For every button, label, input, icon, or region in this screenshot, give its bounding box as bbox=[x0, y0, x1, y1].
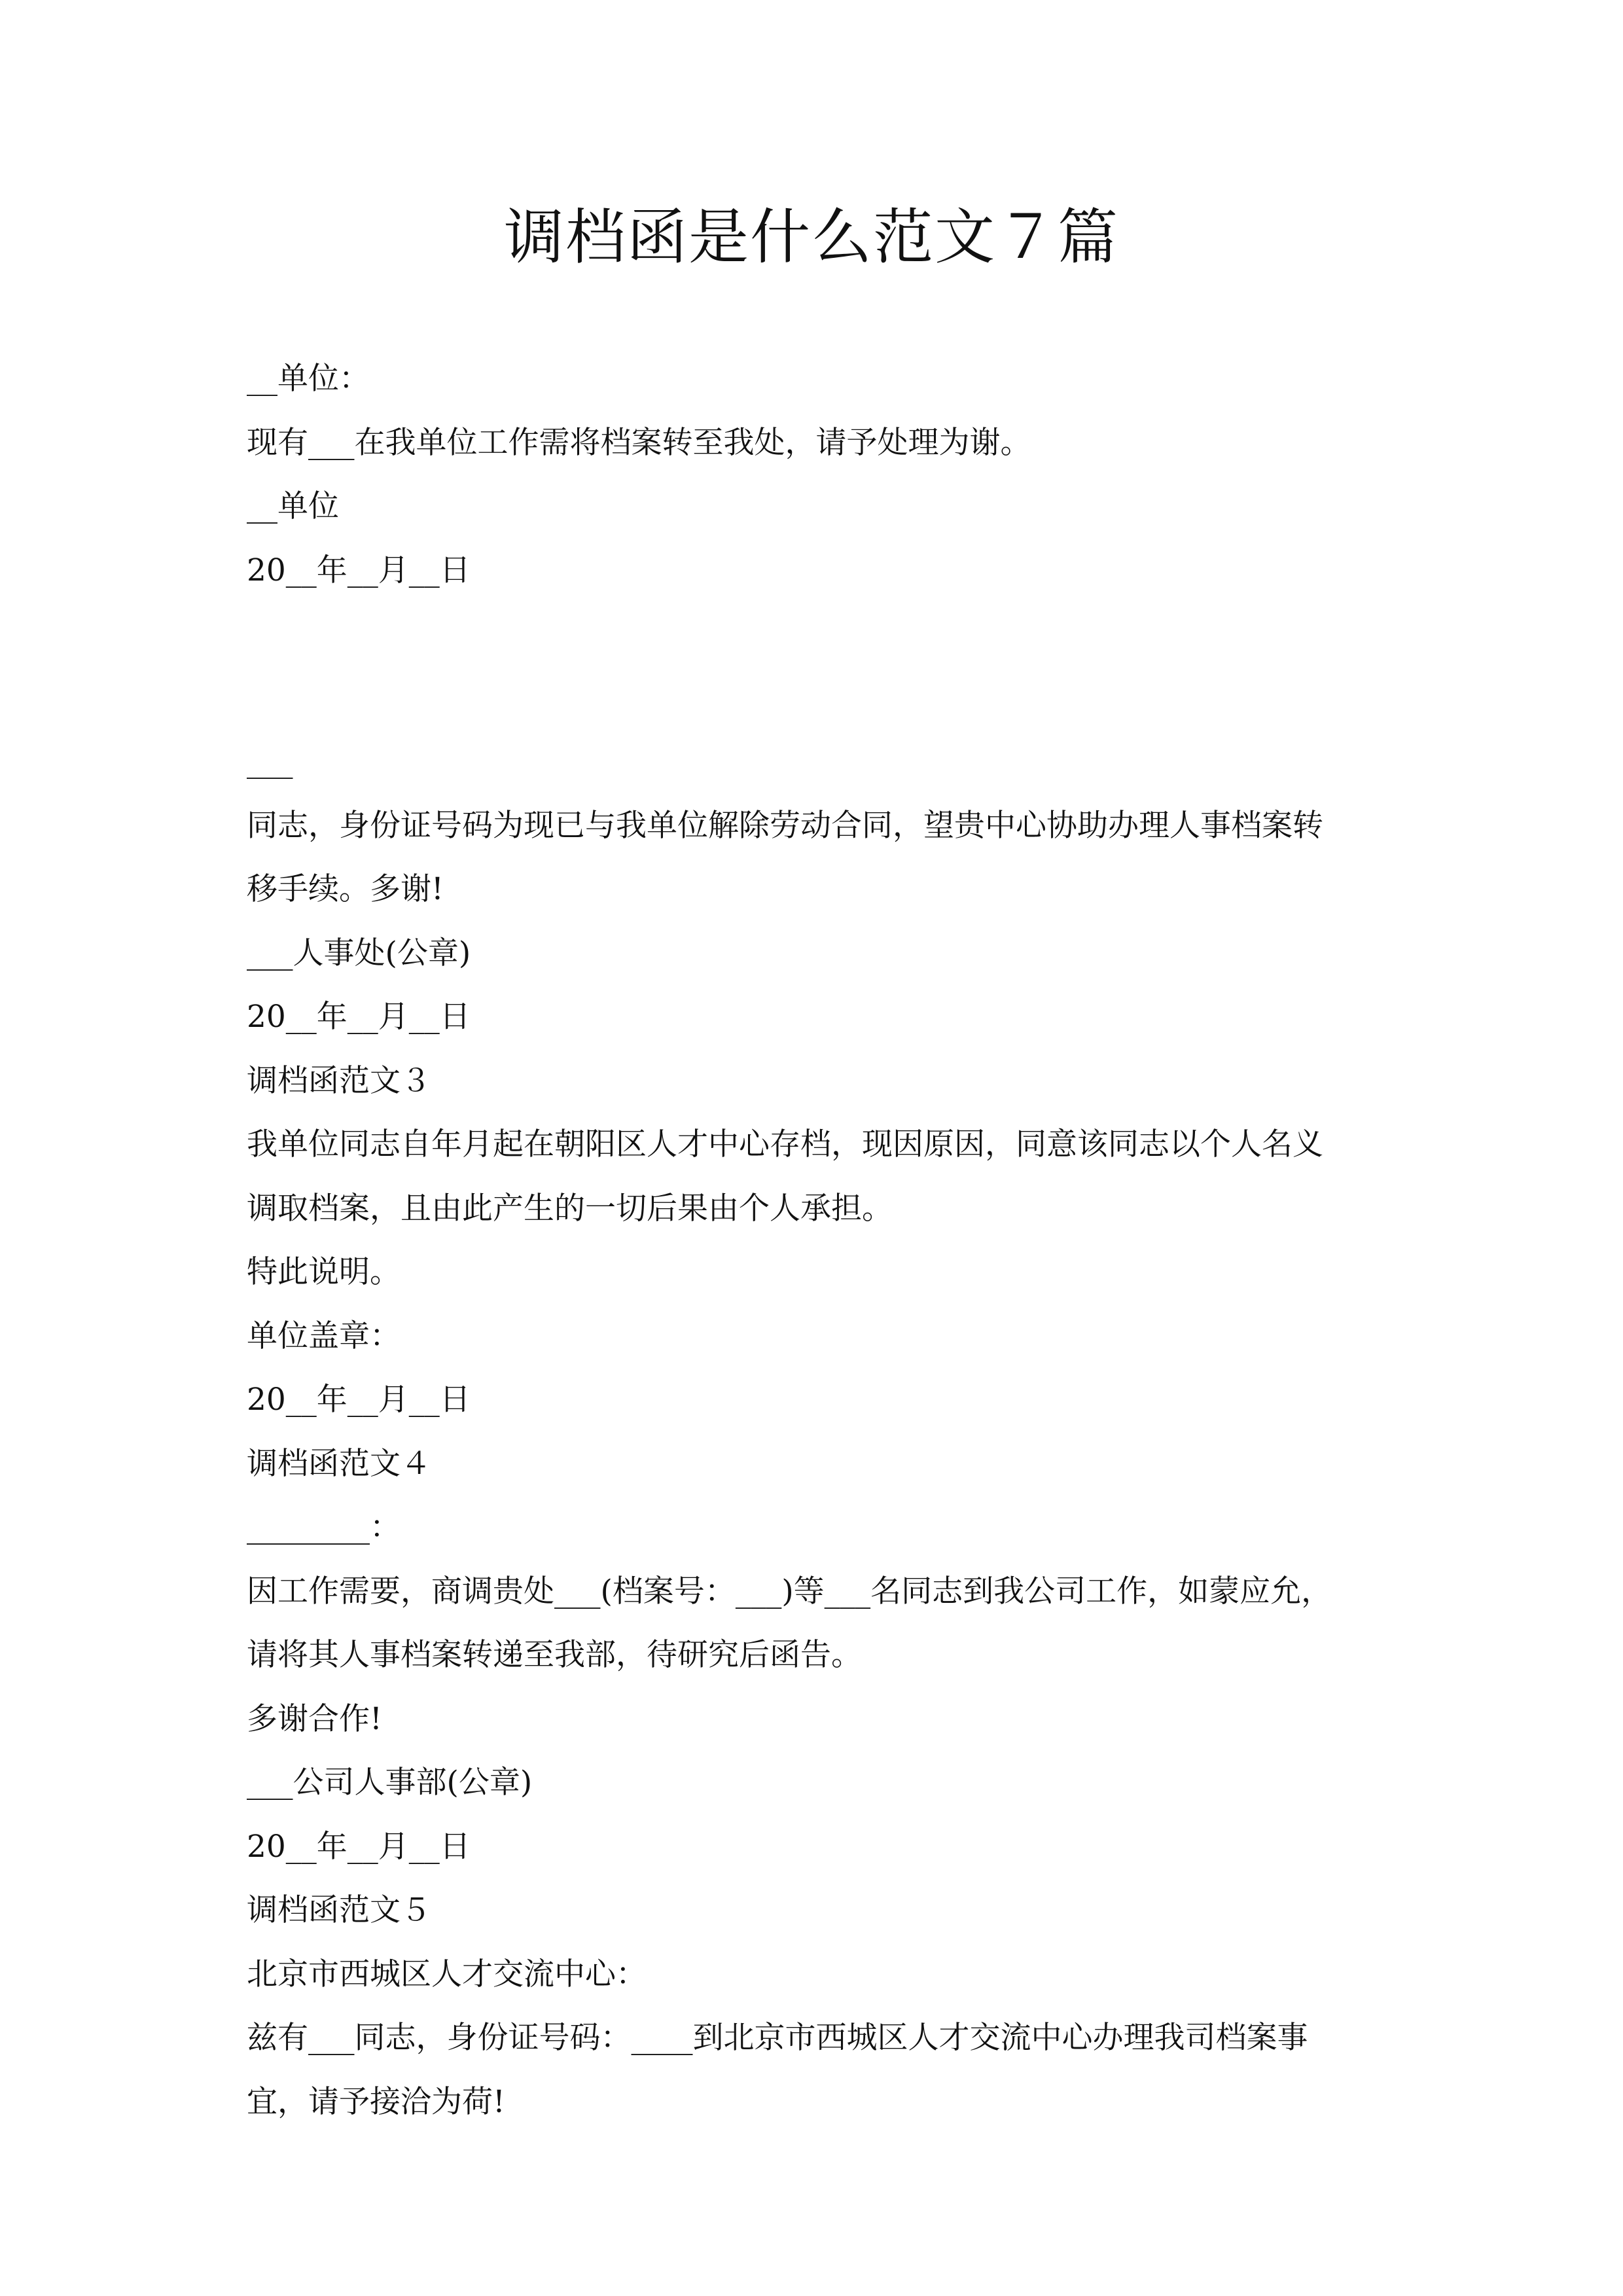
paragraph: 调取档案，且由此产生的一切后果由个人承担。 bbox=[247, 1190, 893, 1227]
paragraph: ________： bbox=[247, 1509, 401, 1545]
paragraph: 20__年__月__日 bbox=[247, 1382, 471, 1418]
paragraph: 20__年__月__日 bbox=[247, 552, 471, 588]
paragraph: 现有___在我单位工作需将档案转至我处，请予处理为谢。 bbox=[247, 424, 1031, 461]
paragraph: ___人事处(公章) bbox=[247, 935, 471, 971]
paragraph: 兹有___同志，身份证号码：____到北京市西城区人才交流中心办理我司档案事 bbox=[247, 2020, 1308, 2056]
blank-gap bbox=[247, 602, 1392, 730]
paragraph: 单位盖章： bbox=[247, 1318, 401, 1354]
section-heading: 调档函范文４ bbox=[247, 1445, 431, 1482]
letter-2-onward bbox=[247, 730, 1392, 2134]
paragraph: 20__年__月__日 bbox=[247, 999, 471, 1035]
paragraph: __单位： bbox=[247, 361, 370, 397]
paragraph: 移手续。多谢! bbox=[247, 871, 444, 907]
paragraph: ___ bbox=[247, 744, 293, 780]
section-heading: 调档函范文５ bbox=[247, 1892, 431, 1928]
paragraph: ___公司人事部(公章) bbox=[247, 1765, 533, 1801]
document-title: 调档函是什么范文７篇 bbox=[503, 202, 1119, 272]
paragraph: 北京市西城区人才交流中心： bbox=[247, 1956, 647, 1992]
document-body bbox=[247, 347, 1392, 2134]
paragraph: 请将其人事档案转递至我部，待研究后函告。 bbox=[247, 1637, 862, 1673]
paragraph: 特此说明。 bbox=[247, 1254, 401, 1290]
paragraph: __单位 bbox=[247, 488, 339, 524]
paragraph: 同志，身份证号码为现已与我单位解除劳动合同，望贵中心协助办理人事档案转 bbox=[247, 807, 1323, 844]
paragraph: 因工作需要，商调贵处___(档案号：___)等___名同志到我公司工作，如蒙应允， bbox=[247, 1573, 1332, 1609]
paragraph: 宜，请予接洽为荷! bbox=[247, 2083, 505, 2120]
paragraph: 我单位同志自年月起在朝阳区人才中心存档，现因原因，同意该同志以个人名义 bbox=[247, 1126, 1323, 1162]
letter-1 bbox=[247, 347, 1392, 602]
paragraph: 20__年__月__日 bbox=[247, 1828, 471, 1865]
paragraph: 多谢合作! bbox=[247, 1700, 382, 1737]
section-heading: 调档函范文３ bbox=[247, 1062, 431, 1099]
